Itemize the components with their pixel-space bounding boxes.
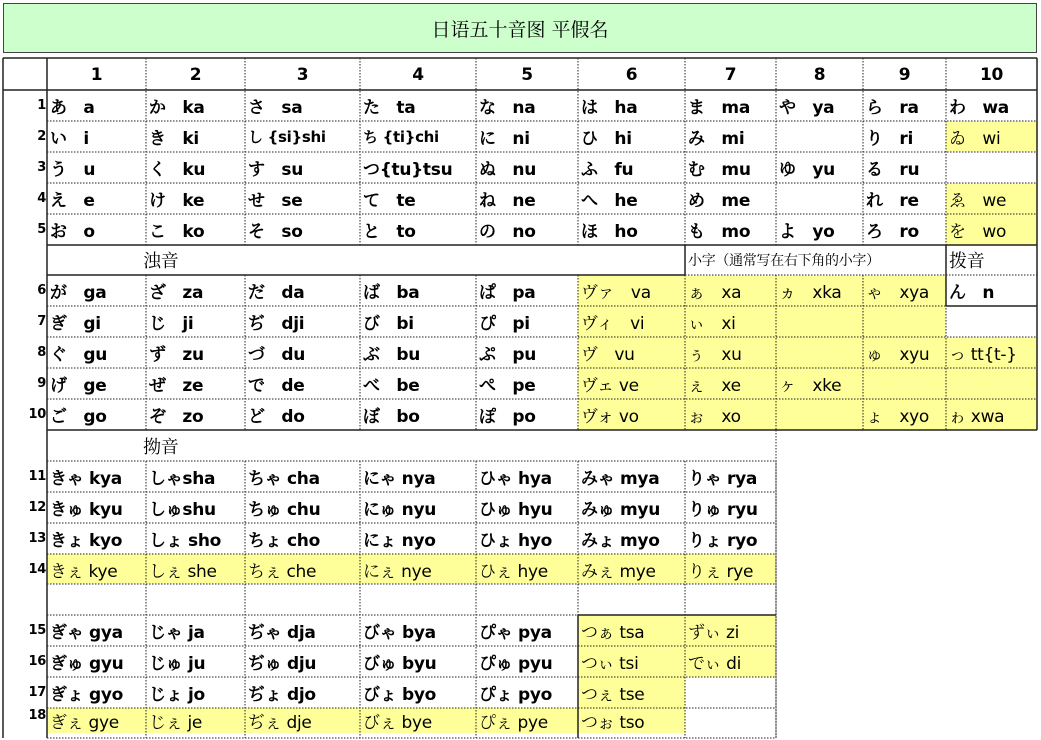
kana-cell: ま ma <box>688 98 750 118</box>
kana-cell: ば ba <box>363 283 420 303</box>
kana-cell: みぇ mye <box>578 554 685 584</box>
kana-cell <box>685 677 776 708</box>
kana-cell: しゅshu <box>149 500 216 520</box>
kana-cell: ひゅ hyu <box>479 500 553 520</box>
kana-cell: ずぃ zi <box>685 615 776 646</box>
kana-cell: ぴゃ pya <box>479 623 552 643</box>
kana-cell: ふ fu <box>581 160 634 180</box>
kana-cell: ゅ xyu <box>863 337 946 368</box>
kana-cell: げ ge <box>50 376 107 396</box>
kana-cell: わ wa <box>949 98 1009 118</box>
kana-cell: り ri <box>866 129 914 149</box>
kana-cell: び bi <box>363 314 414 334</box>
page-title: 日语五十音图 平假名 <box>3 3 1037 53</box>
kana-cell: ぢゃ dja <box>248 623 316 643</box>
kana-cell: ちゃ cha <box>248 469 320 489</box>
row-number: 13 <box>28 531 46 546</box>
column-header: 9 <box>898 65 911 85</box>
kana-cell: ぷ pu <box>479 345 537 365</box>
kana-cell: ゆ yu <box>779 160 835 180</box>
kana-cell: を wo <box>946 214 1037 245</box>
kana-cell: きゅ kyu <box>50 500 123 520</box>
row-number: 12 <box>28 500 46 515</box>
kana-cell: ほ ho <box>581 222 638 242</box>
kana-cell <box>946 368 1037 399</box>
kana-cell: っ tt{t-} <box>946 337 1037 368</box>
kana-cell: ゑ we <box>946 183 1037 214</box>
column-header: 5 <box>521 65 533 85</box>
kana-cell: ヴィ vi <box>578 306 685 337</box>
kana-cell: ぱ pa <box>479 283 536 303</box>
kana-cell: が ga <box>50 283 107 303</box>
column-header: 7 <box>724 65 737 85</box>
kana-cell <box>776 399 863 430</box>
kana-cell: も mo <box>688 222 751 242</box>
kana-cell: びゅ byu <box>363 654 437 674</box>
kana-cell: ご go <box>50 407 107 427</box>
column-header: 10 <box>979 65 1004 85</box>
kana-cell: ひゃ hya <box>479 469 552 489</box>
row-number: 3 <box>37 160 46 175</box>
kana-cell: でぃ di <box>685 646 776 677</box>
kana-cell: ちょ cho <box>248 531 320 551</box>
hatsuon-label: 拨音 <box>949 251 985 272</box>
column-header: 8 <box>813 65 826 85</box>
kana-cell: にょ nyo <box>363 531 436 551</box>
kana-cell <box>776 121 863 152</box>
row-number: 11 <box>28 469 46 484</box>
row-number: 1 <box>37 98 46 113</box>
kana-cell: ぁ xa <box>685 275 776 306</box>
kana-cell: な na <box>479 98 536 118</box>
kana-cell: づ du <box>248 345 306 365</box>
kana-cell: ひ hi <box>581 129 632 149</box>
kana-cell <box>863 368 946 399</box>
kana-cell: ぞ zo <box>149 407 204 427</box>
kana-cell: ぼ bo <box>363 407 420 427</box>
row-number: 8 <box>37 345 46 360</box>
row-number: 18 <box>28 708 46 723</box>
kana-cell: け ke <box>149 191 205 211</box>
kana-cell: ぢゅ dju <box>248 654 317 674</box>
row-number: 2 <box>37 129 46 144</box>
kana-cell: きぇ kye <box>47 554 146 584</box>
kana-cell: ヴァ va <box>578 275 685 306</box>
row-number: 15 <box>28 623 46 638</box>
kana-cell: ぴ pi <box>479 314 530 334</box>
kana-cell: あ a <box>50 98 95 118</box>
kana-cell: みゅ myu <box>581 500 661 520</box>
kana-cell: ぢょ djo <box>248 685 316 705</box>
youon-label: 拗音 <box>143 436 179 458</box>
kana-cell: みょ myo <box>581 531 660 551</box>
kana-cell: ひぇ hye <box>476 554 578 584</box>
kana-cell: ぺ pe <box>479 376 536 396</box>
kana-cell: に ni <box>479 129 530 149</box>
row-number: 5 <box>37 222 46 237</box>
row-number: 6 <box>37 283 46 298</box>
kana-cell: ざ za <box>149 283 204 303</box>
kana-cell: や ya <box>779 98 835 118</box>
kana-cell: ぎゅ gyu <box>50 654 124 674</box>
kana-cell: る ru <box>866 160 920 180</box>
kana-cell: し {si}shi <box>248 128 326 146</box>
kana-cell: つぁ tsa <box>578 615 685 646</box>
dakuon-label: 浊音 <box>143 251 179 272</box>
kana-cell: ヴォ vo <box>578 399 685 430</box>
kana-cell: きゃ kya <box>50 469 122 489</box>
kana-cell: つぃ tsi <box>578 646 685 677</box>
kana-cell: りゅ ryu <box>688 500 758 520</box>
row-number: 10 <box>28 407 46 422</box>
kana-cell: つ{tu}tsu <box>363 160 453 180</box>
kana-cell: こ ko <box>149 222 205 242</box>
kana-cell: じゃ ja <box>149 623 205 643</box>
kana-cell: へ he <box>581 191 638 211</box>
column-header: 1 <box>90 65 103 85</box>
kana-cell: ちゅ chu <box>248 500 321 520</box>
kana-cell: せ se <box>248 191 303 211</box>
kana-cell: ゎ xwa <box>946 399 1037 430</box>
kana-cell: みゃ mya <box>581 469 660 489</box>
kana-cell: ぃ xi <box>685 306 776 337</box>
kana-cell: と to <box>363 222 416 242</box>
kana-cell: しぇ she <box>146 554 245 584</box>
column-header: 2 <box>189 65 202 85</box>
kana-cell: ぴょ pyo <box>479 685 553 705</box>
kana-cell: にゃ nya <box>363 469 436 489</box>
kana-cell: ど do <box>248 407 305 427</box>
kana-cell <box>776 306 863 337</box>
kana-cell: ち {ti}chi <box>363 128 439 146</box>
kana-cell: ヵ xka <box>776 275 863 306</box>
kana-cell: れ re <box>866 191 919 211</box>
kana-cell: ぴゅ pyu <box>479 654 553 674</box>
row-number: 4 <box>37 191 46 206</box>
column-header: 3 <box>296 65 309 85</box>
kana-cell: ぶ bu <box>363 345 421 365</box>
row-number: 9 <box>37 376 46 391</box>
kana-cell: く ku <box>149 160 206 180</box>
kana-cell: ぬ nu <box>479 160 537 180</box>
kana-cell: ちぇ che <box>245 554 360 584</box>
kana-cell: じゅ ju <box>149 654 206 674</box>
kana-cell: ぇ xe <box>685 368 776 399</box>
kana-cell: み mi <box>688 129 745 149</box>
kana-cell: む mu <box>688 160 751 180</box>
kana-cell: じ ji <box>149 314 194 334</box>
kana-cell: え e <box>50 191 95 211</box>
kana-cell: りょ ryo <box>688 531 758 551</box>
kana-cell: びゃ bya <box>363 623 436 643</box>
kana-cell: じょ jo <box>149 685 205 705</box>
kana-cell: ゃ xya <box>863 275 946 306</box>
kana-cell: よ yo <box>779 222 835 242</box>
kana-cell: にぇ nye <box>360 554 476 584</box>
kana-cell: しょ sho <box>149 531 222 551</box>
kana-cell: ぴぇ pye <box>476 708 578 733</box>
kana-cell: ぅ xu <box>685 337 776 368</box>
row-number: 7 <box>37 314 46 329</box>
kana-cell: ヴ vu <box>578 337 685 368</box>
kana-cell: ず zu <box>149 345 204 365</box>
kana-cell: ヴェ ve <box>578 368 685 399</box>
row-number: 14 <box>28 561 46 577</box>
kana-cell: しゃsha <box>149 469 216 489</box>
kana-cell: だ da <box>248 283 305 303</box>
kana-cell: りぇ rye <box>685 554 776 584</box>
kana-cell: ぐ gu <box>50 345 108 365</box>
kana-cell: ぽ po <box>479 407 536 427</box>
kana-cell: ぎ gi <box>50 314 101 334</box>
kana-cell: き ki <box>149 129 199 149</box>
kana-cell: た ta <box>363 98 416 118</box>
kana-cell: か ka <box>149 98 205 118</box>
kana-cell: びぇ bye <box>360 708 476 733</box>
kana-cell: て te <box>363 191 416 211</box>
kana-cell: ゐ wi <box>946 121 1037 152</box>
kana-cell: ぢぇ dje <box>245 708 360 733</box>
kana-cell: で de <box>248 376 305 396</box>
kana-cell: ヶ xke <box>776 368 863 399</box>
kana-cell: つぉ tso <box>578 708 685 733</box>
small-kana-label: 小字（通常写在右下角的小字） <box>688 253 880 269</box>
kana-cell: じぇ je <box>146 708 245 733</box>
kana-cell: べ be <box>363 376 420 396</box>
kana-cell: め me <box>688 191 751 211</box>
kana-cell: す su <box>248 160 304 180</box>
kana-cell: そ so <box>248 222 303 242</box>
row-number: 17 <box>28 685 46 700</box>
kana-cell: ね ne <box>479 191 536 211</box>
kana-cell: う u <box>50 160 96 180</box>
kana-cell: ん n <box>949 283 995 303</box>
kana-cell: ぎゃ gya <box>50 623 123 643</box>
kana-cell <box>776 337 863 368</box>
kana-cell <box>863 306 946 337</box>
kana-cell: ぎょ gyo <box>50 685 124 705</box>
kana-cell: ら ra <box>866 98 919 118</box>
kana-cell: さ sa <box>248 98 303 118</box>
kana-cell: りゃ rya <box>688 469 758 489</box>
kana-cell: きょ kyo <box>50 531 123 551</box>
kana-cell: びょ byo <box>363 685 437 705</box>
kana-cell: ょ xyo <box>863 399 946 430</box>
kana-cell <box>776 183 863 214</box>
column-header: 4 <box>412 65 424 85</box>
kana-cell: にゅ nyu <box>363 500 437 520</box>
kana-cell <box>946 306 1037 337</box>
kana-cell: ぎぇ gye <box>47 708 146 733</box>
kana-cell: は ha <box>581 98 638 118</box>
kana-cell: ろ ro <box>866 222 919 242</box>
kana-cell: ひょ hyo <box>479 531 552 551</box>
kana-cell: お o <box>50 222 95 242</box>
kana-cell: ぉ xo <box>685 399 776 430</box>
kana-cell: ぢ dji <box>248 314 305 334</box>
row-number: 16 <box>28 654 46 669</box>
kana-cell: の no <box>479 222 536 242</box>
kana-cell: い i <box>50 129 89 149</box>
kana-cell <box>946 152 1037 183</box>
kana-cell: ぜ ze <box>149 376 204 396</box>
column-header: 6 <box>625 65 638 85</box>
kana-cell: つぇ tse <box>578 677 685 708</box>
